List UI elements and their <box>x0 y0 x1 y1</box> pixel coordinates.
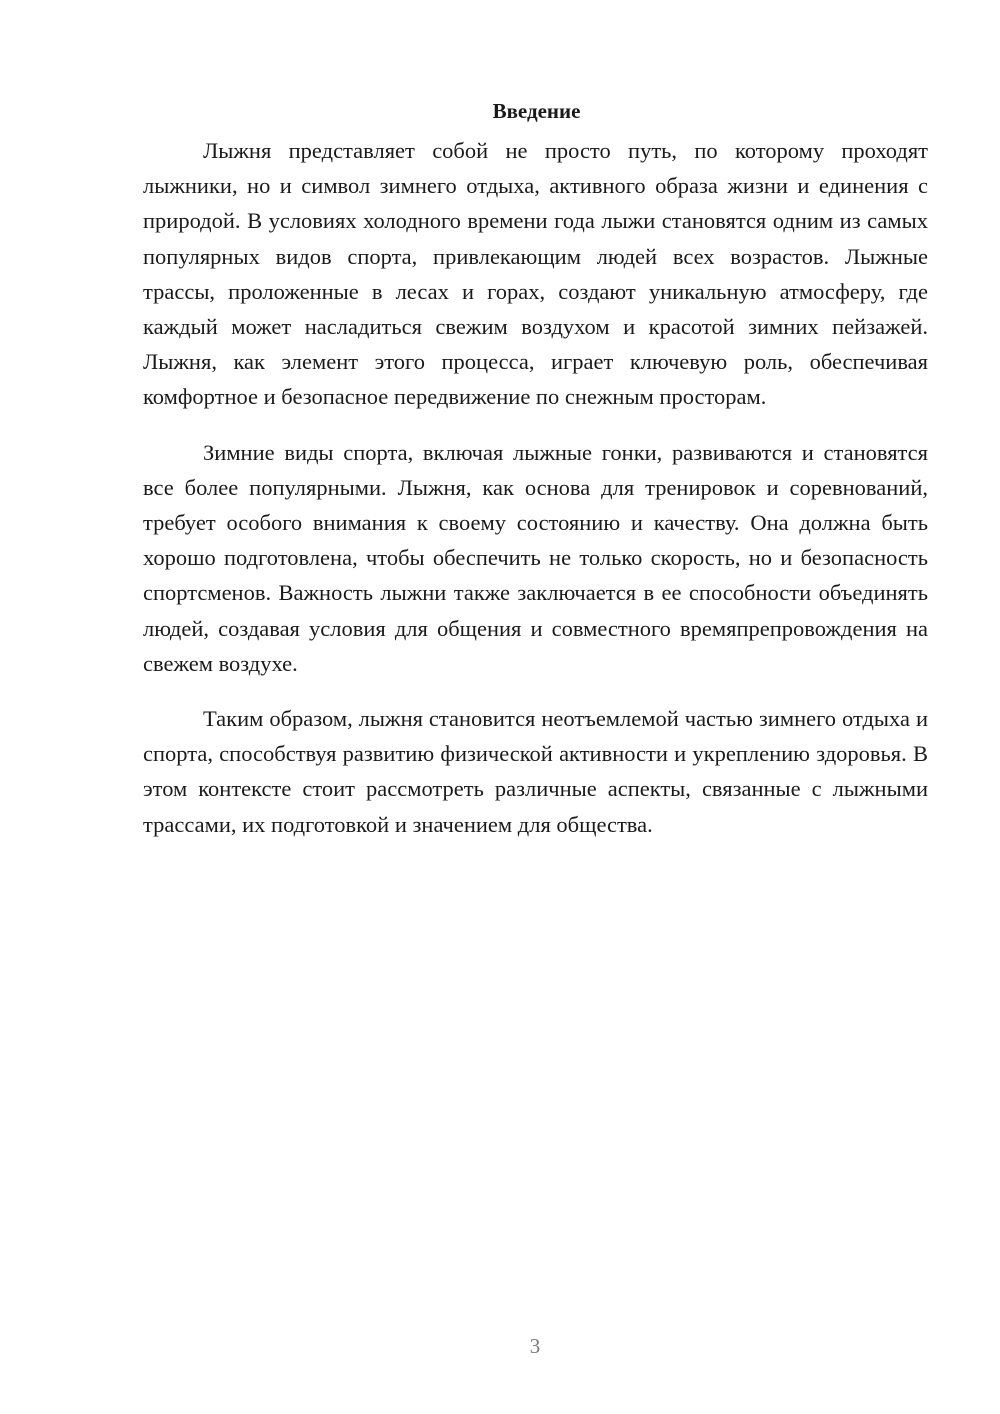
paragraph-1: Лыжня представляет собой не просто путь, по которому проходят лыжники, но и символ зимнего отдыха, активного образа жизни и единения с природой. В условиях холодного времени года лыжи становятся одним из самых популярных видов спорта, привлекающим людей всех возрастов. Лыжные трассы, проложенные в лесах и горах, создают уникальную атмосферу, где каждый может насладиться свежим воздухом и красотой зимних пейзажей. Лыжня, как элемент этого процесса, играет ключевую роль, обеспечивая комфортное и безопасное передвижение по снежным просторам. <box>143 138 928 410</box>
section-heading: Введение <box>492 99 581 123</box>
page-number: 3 <box>529 1334 541 1358</box>
paragraph-3: Таким образом, лыжня становится неотъемлемой частью зимнего отдыха и спорта, способствуя развитию физической активности и укреплению здоровья. В этом контексте стоит рассмотреть различные аспекты, связанные с лыжными трассами, их подготовкой и значением для общества. <box>143 706 928 837</box>
paragraph-2: Зимние виды спорта, включая лыжные гонки, развиваются и становятся все более популярными. Лыжня, как основа для тренировок и соревнований, требует особого внимания к своему состоянию и качеству. Она должна быть хорошо подготовлена, чтобы обеспечить не только скорость, но и безопасность спортсменов. Важность лыжни также заключается в ее способности объединять людей, создавая условия для общения и совместного времяпрепровождения на свежем воздухе. <box>143 439 928 676</box>
page-content <box>143 96 928 862</box>
